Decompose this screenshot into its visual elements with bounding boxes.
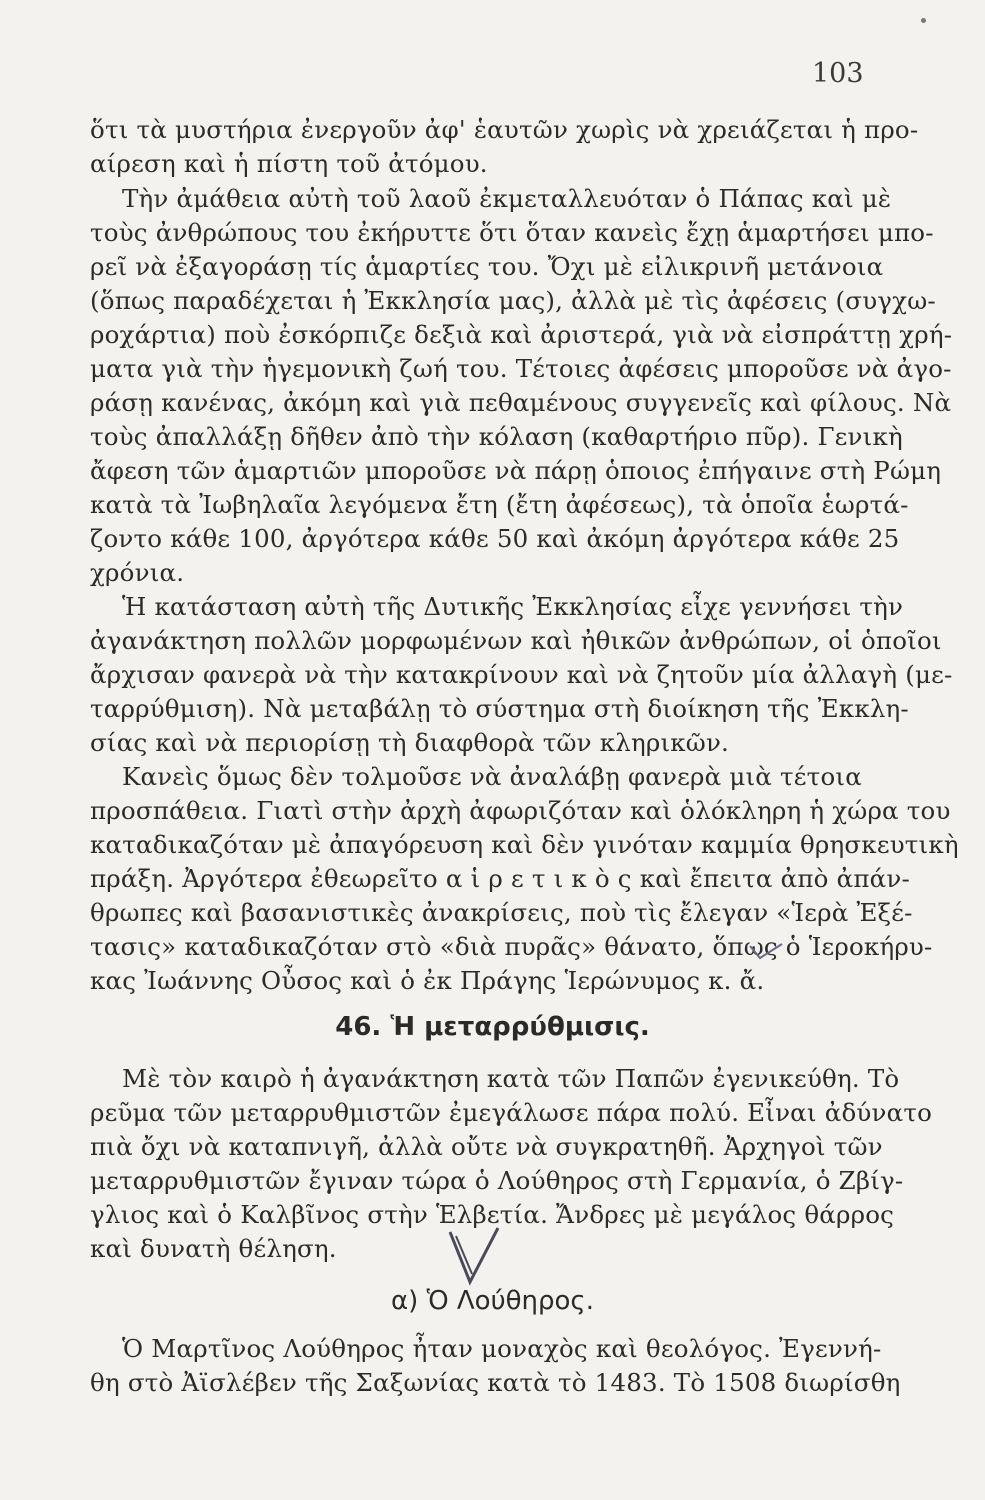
text-line: ἄρχισαν φανερὰ νὰ τὴν κατακρίνουν καὶ νὰ ζητοῦν μία ἀλλαγὴ (με- xyxy=(90,660,953,689)
text-line: καταδικαζόταν μὲ ἀπαγόρευση καὶ δὲν γινόταν καμμία θρησκευτικὴ xyxy=(90,830,959,859)
text-line: ρεῦμα τῶν μεταρρυθμιστῶν ἐμεγάλωσε πάρα πολύ. Εἶναι ἀδύνατο xyxy=(90,1098,933,1127)
text-line: τασις» καταδικαζόταν στὸ «διὰ πυρᾶς» θάνατο, ὅπως ὁ Ἱεροκήρυ- xyxy=(90,932,933,961)
text-line: Κανεὶς ὅμως δὲν τολμοῦσε νὰ ἀναλάβῃ φανερὰ μιὰ τέτοια xyxy=(90,762,862,791)
handwritten-tick-mark xyxy=(746,938,786,964)
text-line: ἀγανάκτηση πολλῶν μορφωμένων καὶ ἠθικῶν ἀνθρώπων, οἱ ὁποῖοι xyxy=(90,626,942,655)
text-line: μεταρρυθμιστῶν ἔγιναν τώρα ὁ Λούθηρος στὴ Γερμανία, ὁ Ζβίγ- xyxy=(90,1166,904,1195)
text-line: Τὴν ἀμάθεια αὐτὴ τοῦ λαοῦ ἐκμεταλλευόταν ὁ Πάπας καὶ μὲ xyxy=(90,184,892,213)
text-line: ροχάρτια) ποὺ ἐσκόρπιζε δεξιὰ καὶ ἀριστερά, γιὰ νὰ εἰσπράττῃ χρή- xyxy=(90,320,953,349)
text-line: προσπάθεια. Γιατὶ στὴν ἀρχὴ ἀφωριζόταν καὶ ὁλόκληρη ἡ χώρα του xyxy=(90,796,951,825)
text-line: ρεῖ νὰ ἐξαγοράσῃ τίς ἁμαρτίες του. Ὄχι μὲ εἰλικρινῆ μετάνοια xyxy=(90,252,884,281)
text-line: χρόνια. xyxy=(90,558,185,587)
text-line: ἄφεση τῶν ἁμαρτιῶν μποροῦσε νὰ πάρῃ ὁποιος ἐπήγαινε στὴ Ρώμη xyxy=(90,456,942,485)
text-line: πιὰ ὄχι νὰ καταπνιγῆ, ἀλλὰ οὔτε νὰ συγκρατηθῆ. Ἀρχηγοὶ τῶν xyxy=(90,1132,883,1161)
text-line: κας Ἰωάννης Οὖσος καὶ ὁ ἐκ Πράγης Ἱερώνυμος κ. ἄ. xyxy=(90,966,765,995)
text-line: ὅτι τὰ μυστήρια ἐνεργοῦν ἀφ' ἑαυτῶν χωρὶς νὰ χρειάζεται ἡ προ- xyxy=(90,115,919,144)
text-line: σίας καὶ νὰ περιορίσῃ τὴ διαφθορὰ τῶν κληρικῶν. xyxy=(90,728,730,757)
text-line: (ὅπως παραδέχεται ἡ Ἐκκλησία μας), ἀλλὰ μὲ τὶς ἀφέσεις (συγχω- xyxy=(90,286,936,315)
text-line: καὶ δυνατὴ θέληση. xyxy=(90,1234,337,1263)
subsection-heading: α) Ὁ Λούθηρος. xyxy=(391,1286,594,1316)
section-heading: 46. Ἡ μεταρρύθμισις. xyxy=(335,1012,650,1042)
text-line: ζοντο κάθε 100, ἀργότερα κάθε 50 καὶ ἀκόμη ἀργότερα κάθε 25 xyxy=(90,524,900,553)
handwritten-v-mark xyxy=(440,1222,510,1292)
text-line: ράσῃ κανένας, ἀκόμη καὶ γιὰ πεθαμένους συγγενεῖς καὶ φίλους. Νὰ xyxy=(90,388,952,417)
text-line: θη στὸ Ἀϊσλέβεν τῆς Σαξωνίας κατὰ τὸ 1483. Τὸ 1508 διωρίσθη xyxy=(90,1368,901,1397)
text-line: Ἡ κατάσταση αὐτὴ τῆς Δυτικῆς Ἐκκλησίας εἶχε γεννήσει τὴν xyxy=(90,592,904,621)
text-line: κατὰ τὰ Ἰωβηλαῖα λεγόμενα ἔτη (ἔτη ἀφέσεως), τὰ ὁποῖα ἑωρτά- xyxy=(90,490,909,519)
text-line: γλιος καὶ ὁ Καλβῖνος στὴν Ἑλβετία. Ἄνδρες μὲ μεγάλος θάρρος xyxy=(90,1200,895,1229)
text-line: τοὺς ἀπαλλάξῃ δῆθεν ἀπὸ τὴν κόλαση (καθαρτήριο πῦρ). Γενικὴ xyxy=(90,422,903,451)
text-line: ματα γιὰ τὴν ἡγεμονικὴ ζωή του. Τέτοιες ἀφέσεις μποροῦσε νὰ ἀγο- xyxy=(90,354,952,383)
scan-speck xyxy=(921,18,926,23)
page-number: 103 xyxy=(812,58,864,89)
text-line: τοὺς ἀνθρώπους του ἐκήρυττε ὅτι ὅταν κανεὶς ἔχῃ ἁμαρτήσει μπο- xyxy=(90,218,934,247)
text-line: θρωπες καὶ βασανιστικὲς ἀνακρίσεις, ποὺ τὶς ἔλεγαν «Ἱερὰ Ἐξέ- xyxy=(90,898,913,927)
text-line: Μὲ τὸν καιρὸ ἡ ἀγανάκτηση κατὰ τῶν Παπῶν ἐγενικεύθη. Τὸ xyxy=(90,1064,900,1093)
text-line: πράξη. Ἀργότερα ἐθεωρεῖτο α ἱ ρ ε τ ι κ ὸ ς καὶ ἔπειτα ἀπὸ ἀπάν- xyxy=(90,864,910,893)
text-line: Ὁ Μαρτῖνος Λούθηρος ἦταν μοναχὸς καὶ θεολόγος. Ἐγεννή- xyxy=(90,1334,882,1363)
text-line: αίρεση καὶ ἡ πίστη τοῦ ἀτόμου. xyxy=(90,149,488,178)
text-line: ταρρύθμιση). Νὰ μεταβάλῃ τὸ σύστημα στὴ διοίκηση τῆς Ἐκκλη- xyxy=(90,694,909,723)
